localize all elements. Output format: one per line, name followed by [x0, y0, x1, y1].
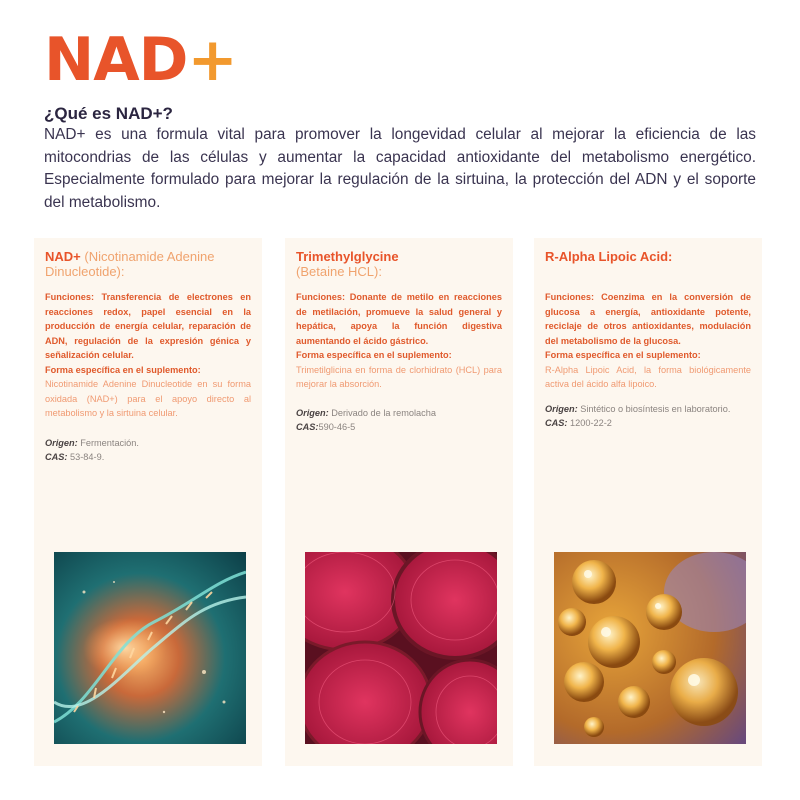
card-meta: Origen: Sintético o biosíntesis en laboratorio. CAS: 1200-22-2 [545, 404, 731, 428]
ingredient-card-nad [34, 238, 262, 766]
nad-logo: NAD+ [44, 25, 237, 95]
ingredient-card-trimethylglycine [285, 238, 513, 766]
ingredient-card-alpha-lipoic-acid [534, 238, 762, 766]
card-description: Funciones: Donante de metilo en reacciones de metilación, promueve la salud general y hepática, apoya la función digestiva aumentando el ácido gástrico. Forma específica en el suplemento: Trimetilglicina en forma de clorhidrato (HCL) para mejorar la absorción. [296, 292, 502, 389]
card-meta: Origen: Derivado de la remolacha CAS:590-46-5 [296, 408, 436, 432]
section-question-title: ¿Qué es NAD+? [44, 104, 173, 123]
intro-paragraph: NAD+ es una formula vital para promover la longevidad celular al mejorar la eficiencia de las mitocondrias de las células y aumentar la capacidad antioxidante del metabolismo energético. Especialmente formulado para mejorar la regulación de la sirtuina, la protección del ADN y el soporte del metabolismo. [44, 126, 756, 211]
oil-bubbles-image [554, 552, 746, 744]
card-description: Funciones: Transferencia de electrones en reacciones redox, papel esencial en la producción de energía celular, reparación de ADN, regulación de la expresión génica y señalización celular. Forma específica en el suplemento: Nicotinamide Adenine Dinucleotide en su forma oxidada (NAD+) para el apoyo directo al metabolismo y la sirtuina celular. [45, 292, 252, 418]
card-title: NAD+ (Nicotinamide Adenine Dinucleotide): [45, 249, 215, 279]
card-meta: Origen: Fermentación. CAS: 53-84-9. [45, 438, 139, 462]
card-description: Funciones: Coenzima en la conversión de glucosa a energía, antioxidante potente, reciclaje de otros antioxidantes, modulación del metabolismo de la glucosa. Forma específica en el suplemento: R-Alpha Lipoic Acid, la forma biológicamente activa del ácido alfa lipoico. [545, 292, 751, 389]
card-title: R-Alpha Lipoic Acid: [545, 249, 673, 264]
card-title: Trimethylglycine (Betaine HCL): [296, 249, 399, 279]
dna-helix-image [54, 552, 246, 744]
beetroot-slices-image [305, 552, 497, 744]
